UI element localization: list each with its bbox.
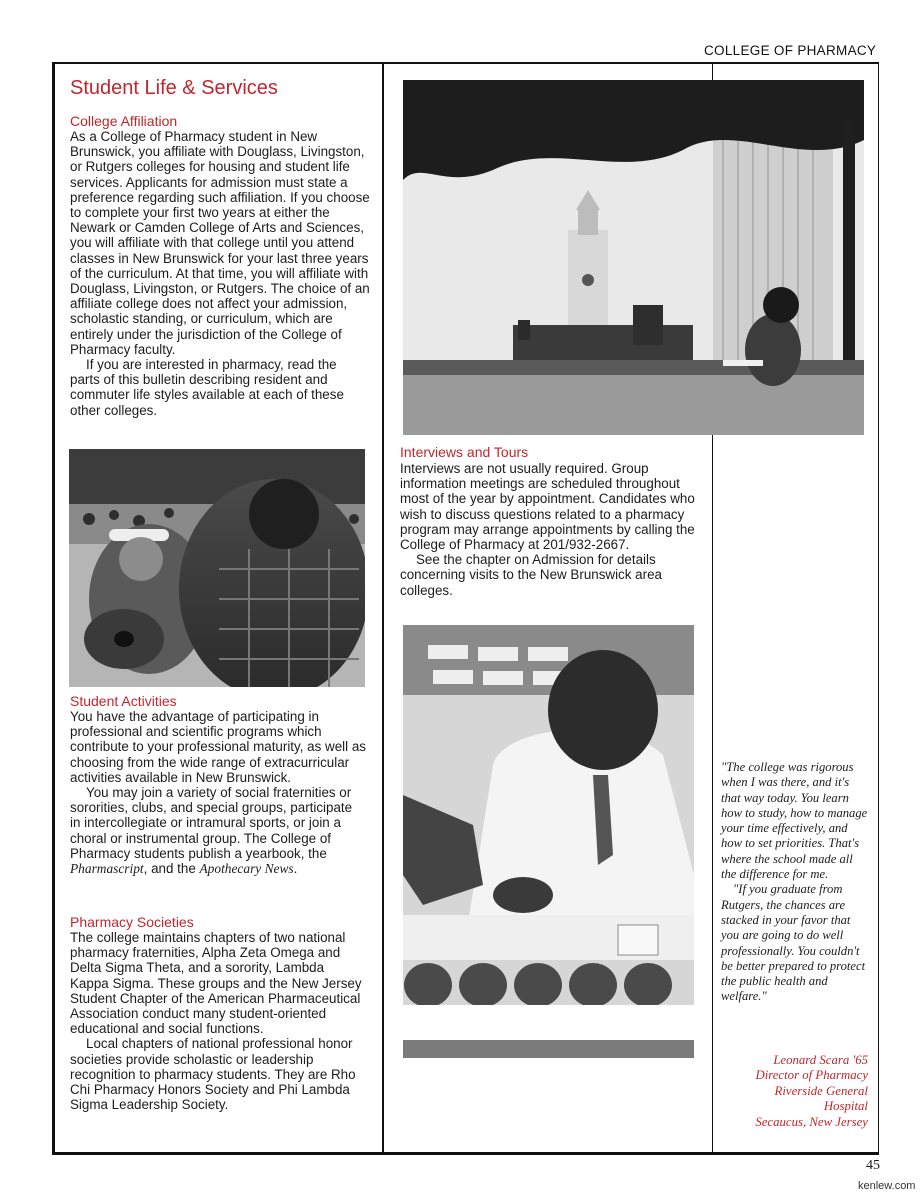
paragraph: Local chapters of national professional honor societies provide scholastic or leadership recognition to pharmacy students. They are Rho Chi Pharmacy Honors Society and Phi Lambda Sigma Leadership Society. bbox=[70, 1036, 356, 1113]
photo-student-musicians bbox=[69, 449, 365, 687]
column-divider-left bbox=[382, 62, 384, 1155]
paragraph: As a College of Pharmacy student in New Brunswick, you affiliate with Douglass, Livingston, or Rutgers colleges for housing and student life services. Applicants for admission must state a preference regarding such affiliation. If you choose to complete your first two years at either the Newark or Camden College of Arts and Sciences, you will affiliate with that college until you attend classes in New Brunswick for your last three years of the curriculum. At that time, you will affiliate with Douglass, Livingston, or Rutgers. The choice of an affiliate college does not affect your admission, scholastic standing, or curriculum, which are entirely under the jurisdiction of the College of Pharmacy faculty. bbox=[70, 129, 370, 357]
heading-pharmacy-societies: Pharmacy Societies bbox=[70, 914, 194, 930]
lab-illustration bbox=[403, 625, 694, 1058]
paragraph: If you are interested in pharmacy, read the parts of this bulletin describing resident and commuter life styles available at each of these other colleges. bbox=[70, 357, 344, 418]
yearbook-title: Pharmascript bbox=[70, 861, 144, 877]
testimonial-attribution bbox=[755, 1053, 868, 1130]
heading-student-activities: Student Activities bbox=[70, 693, 177, 709]
paragraph: You have the advantage of participating in professional and scientific programs which contribute to your professional maturity, as well as choosing from the wide range of extracurricular activities available in New Brunswick. bbox=[70, 709, 366, 785]
header-rule bbox=[712, 62, 879, 64]
paragraph: The college maintains chapters of two national pharmacy fraternities, Alpha Zeta Omega and Delta Sigma Theta, and a sorority, Lambda Kappa Sigma. These groups and the New Jersey Student Chapter of the American Pharmaceutical Association conduct many student-oriented educational and social functions. bbox=[70, 930, 362, 1037]
attribution-title: Director of Pharmacy bbox=[755, 1068, 868, 1083]
interviews-tours-text bbox=[400, 461, 696, 598]
paragraph: See the chapter on Admission for details concerning visits to the New Brunswick area colleges. bbox=[400, 552, 662, 598]
page-title: Student Life & Services bbox=[70, 77, 278, 99]
pharmacy-societies-text bbox=[70, 930, 366, 1112]
newsletter-title: Apothecary News bbox=[199, 861, 294, 877]
attribution-location: Secaucus, New Jersey bbox=[755, 1114, 868, 1129]
running-header: COLLEGE OF PHARMACY bbox=[704, 43, 877, 58]
text-run: , and the bbox=[143, 861, 200, 877]
musicians-illustration bbox=[69, 449, 365, 687]
testimonial-quote bbox=[721, 760, 871, 1005]
photo-campus-tower bbox=[403, 80, 864, 435]
heading-interviews-tours: Interviews and Tours bbox=[400, 444, 529, 460]
attribution-org-line2: Hospital bbox=[823, 1099, 868, 1114]
page-number: 45 bbox=[866, 1158, 880, 1173]
attribution-org: Riverside General bbox=[774, 1083, 868, 1098]
text-run: You may join a variety of social fraternities or sororities, clubs, and special groups, participate in intercollegiate or intramural sports, or join a choral or instrumental group. The College of Pharmacy students publish a yearbook, the bbox=[70, 785, 353, 861]
attribution-name: Leonard Scara '65 bbox=[773, 1053, 868, 1067]
paragraph: Interviews are not usually required. Group information meetings are scheduled throughout most of the year by appointment. Candidates who wish to discuss questions related to a pharmacy program may arrange appointments by calling the College of Pharmacy at 201/932-2667. bbox=[400, 461, 695, 553]
paragraph bbox=[70, 785, 366, 876]
college-affiliation-text bbox=[70, 129, 370, 418]
text-run: . bbox=[293, 861, 298, 877]
quote-paragraph: "If you graduate from Rutgers, the chances are stacked in your favor that you are going to do well professionally. You couldn't be better prepared to protect the public health and welfare." bbox=[721, 882, 866, 1004]
photo-pharmacy-student bbox=[403, 625, 694, 1058]
campus-illustration bbox=[403, 80, 864, 435]
student-activities-text bbox=[70, 709, 366, 876]
heading-college-affiliation: College Affiliation bbox=[70, 113, 178, 129]
quote-paragraph: "The college was rigorous when I was there, and it's that way today. You learn how to study, how to manage your time effectively, and how to set priorities. That's where the school made all the difference for me. bbox=[721, 760, 868, 882]
site-watermark: kenlew.com bbox=[858, 1180, 916, 1192]
